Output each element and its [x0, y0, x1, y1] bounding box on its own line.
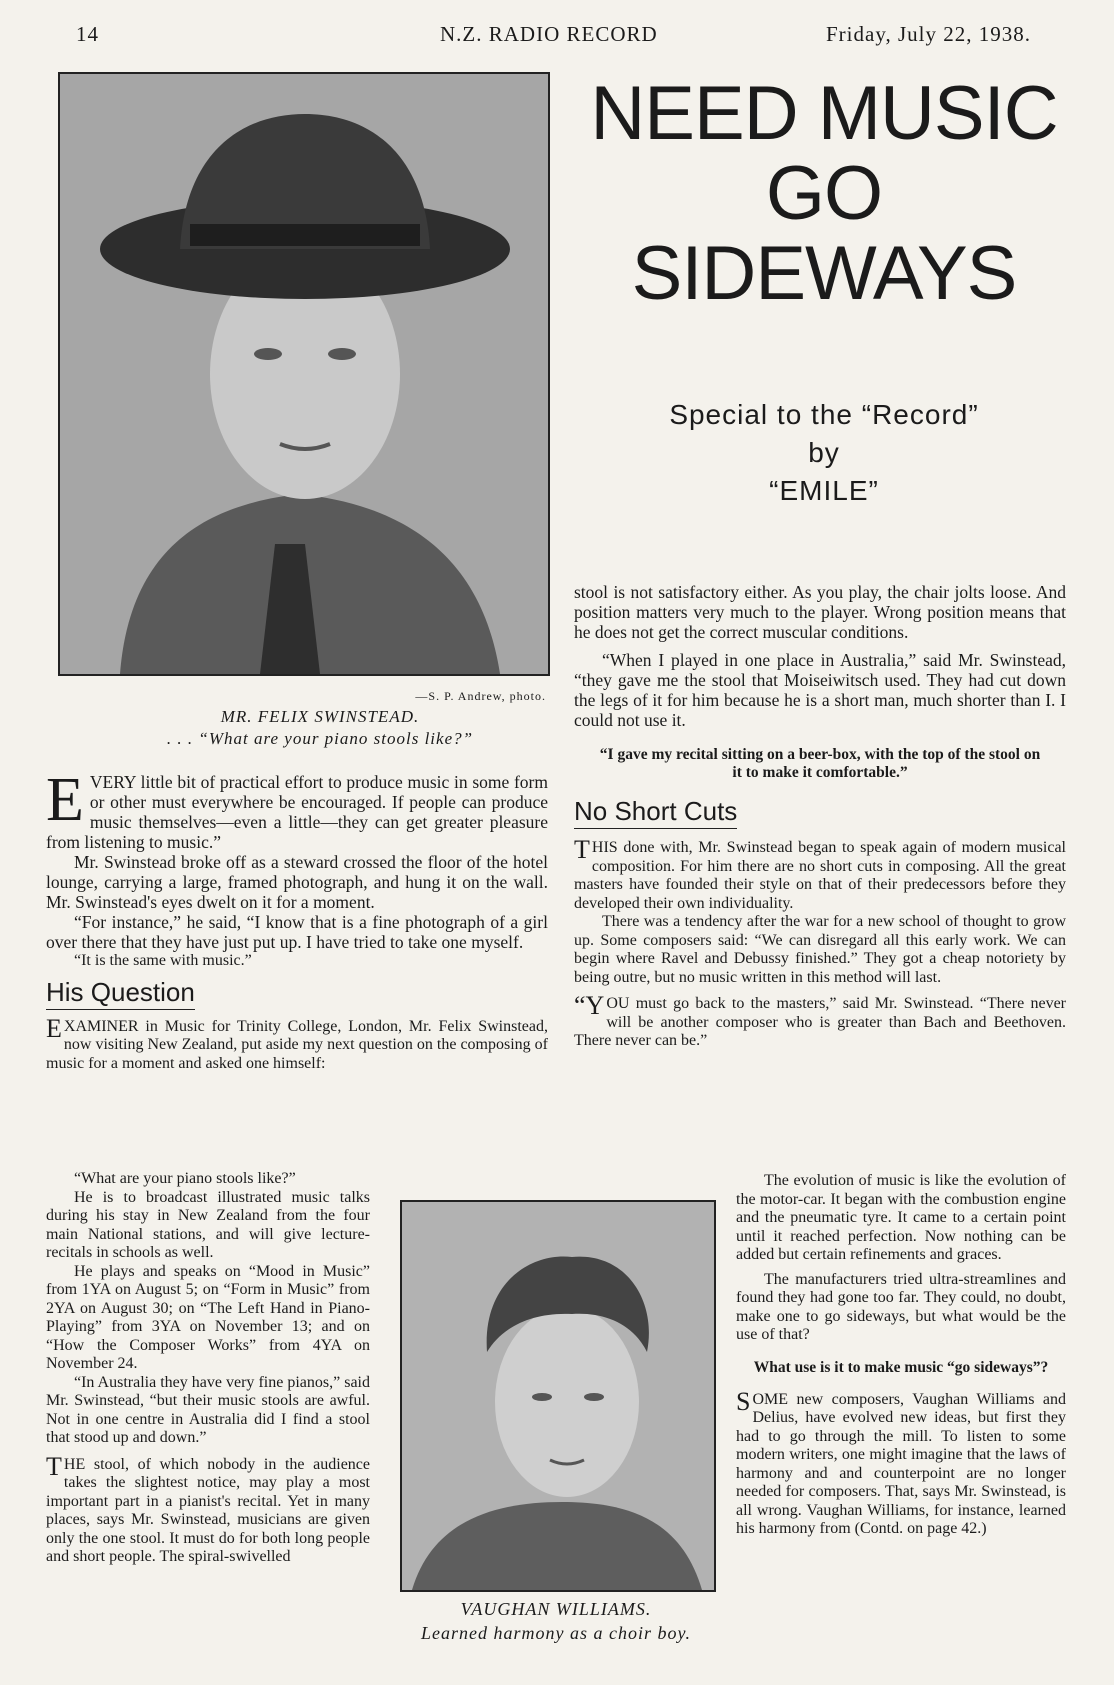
intro-paragraph: EVERY little bit of practical effort to produce music in some form or other must everywhere be encouraged. If people can produce music themselves—even a little—they can get greater pleasure from listening to music.”: [46, 766, 548, 852]
paragraph: THIS done with, Mr. Swinstead began to speak again of modern musical composition. For him there are no short cuts in composing. All the great masters have founded their style on that of their predecessors before they developed their own individuality.: [574, 835, 1066, 912]
paragraph: “YOU must go back to the masters,” said Mr. Swinstead. “There never will be another composer who is greater than Bach and Beethoven. There never can be.”: [574, 991, 1066, 1049]
publication-name: N.Z. RADIO RECORD: [440, 22, 658, 46]
byline-block: [564, 396, 1084, 510]
paragraph: SOME new composers, Vaughan Williams and Delius, have evolved new ideas, but first they had to go through the mill. To listen to some modern writers, one might imagine that the laws of harmony and and counterpoint are no longer needed for composers. That, says Mr. Swinstead, is all wrong. Vaughan Williams, for instance, learned his harmony from (Contd. on page 42.): [736, 1386, 1066, 1537]
headline-line-3: SIDEWAYS: [631, 231, 1017, 316]
photo-credit: —S. P. Andrew, photo.: [415, 689, 546, 703]
left-column-upper: [46, 766, 548, 1073]
right-column-lower: [736, 1172, 1066, 1539]
paragraph: The evolution of music is like the evolution of the motor-car. It began with the combustion engine and the pneumatic tyre. It came to a certain point until it reached perfection. Now nothing can be added but certain refinements and graces.: [736, 1172, 1066, 1263]
paragraph: “For instance,” he said, “I know that is a fine photograph of a girl over there that they have just put up. I have tried to take one myself.: [46, 912, 548, 952]
photo2-caption: Learned harmony as a choir boy.: [421, 1623, 691, 1643]
portrait-swinstead-illustration: [60, 74, 548, 674]
headline-line-2: GO: [765, 151, 883, 236]
page-number: 14: [76, 22, 99, 46]
paragraph: “In Australia they have very fine pianos,” said Mr. Swinstead, “but their music stools are awful. Not in one centre in Australia did I find a stool that stood up and down.”: [46, 1373, 370, 1446]
photo-vaughan-williams: [400, 1200, 716, 1592]
photo-caption-quote: . . . “What are your piano stools like?”: [166, 729, 474, 748]
left-column-lower: [46, 1170, 370, 1567]
special-label: Special to the “Record”: [669, 399, 979, 430]
drop-cap: E: [46, 766, 84, 834]
pull-quote-sideways: What use is it to make music “go sideways”?: [753, 1358, 1049, 1376]
paragraph: EXAMINER in Music for Trinity College, London, Mr. Felix Swinstead, now visiting New Zealand, put aside my next question on the composing of music for a moment and asked one himself:: [46, 1013, 548, 1072]
paragraph: “What are your piano stools like?”: [74, 1170, 296, 1187]
paragraph: Mr. Swinstead broke off as a steward crossed the floor of the hotel lounge, carrying a large, framed photograph, and hung it on the wall. Mr. Swinstead's eyes dwelt on it for a moment.: [46, 852, 548, 912]
subhead-his-question: His Question: [46, 977, 195, 1010]
author-name: “EMILE”: [769, 475, 879, 506]
paragraph: There was a tendency after the war for a new school of thought to grow up. Some composers said: “We can disregard all this early work. We can begin where Ravel and Debussy finished.” They got a cheap notoriety by being outre, but no music written in this method will last.: [574, 913, 1066, 986]
paragraph: He plays and speaks on “Mood in Music” from 1YA on August 5; on “Form in Music” from 2YA on August 30; on “The Left Hand in Piano-Playing” from 3YA on November 13; and on “How the Composer Works” from 4YA on November 24.: [46, 1262, 370, 1372]
by-label: by: [808, 437, 840, 468]
photo-felix-swinstead: [58, 72, 550, 676]
photo-caption-name: MR. FELIX SWINSTEAD.: [220, 707, 420, 726]
pull-quote-beer-box: “I gave my recital sitting on a beer-box, with the top of the stool on it to make it comfortable.”: [599, 746, 1041, 781]
paragraph: The manufacturers tried ultra-streamlines and found they had gone too far. They could, no doubt, make one to go sideways, but what would be the use of that?: [736, 1270, 1066, 1343]
headline-line-1: NEED MUSIC: [590, 71, 1058, 156]
portrait-vaughan-williams-illustration: [402, 1202, 714, 1590]
photo2-caption-name: VAUGHAN WILLIAMS.: [460, 1599, 652, 1619]
right-column-upper: [574, 582, 1066, 1051]
paragraph: He is to broadcast illustrated music talks during his stay in New Zealand from the four main National stations, and will give lecture-recitals in schools as well.: [46, 1188, 370, 1261]
paragraph: “It is the same with music.”: [74, 952, 252, 969]
paragraph: stool is not satisfactory either. As you play, the chair jolts loose. And position matters very much to the player. Wrong position means that he does not get the correct muscular conditions.: [574, 582, 1066, 642]
paragraph: “When I played in one place in Australia,” said Mr. Swinstead, “they gave me the stool that Moiseiwitsch used. They had cut down the legs of it for him because he is a short man, much shorter than I. I could not use it.: [574, 650, 1066, 730]
headline: [564, 71, 1084, 316]
issue-date: Friday, July 22, 1938.: [826, 22, 1031, 46]
subhead-no-short-cuts: No Short Cuts: [574, 796, 737, 829]
paragraph: THE stool, of which nobody in the audience takes the slightest notice, may play a most important part in a pianist's recital. Yet in many places, says Mr. Swinstead, musicians are given only the one stool. It must do for both long people and short people. The spiral-swivelled: [46, 1451, 370, 1565]
